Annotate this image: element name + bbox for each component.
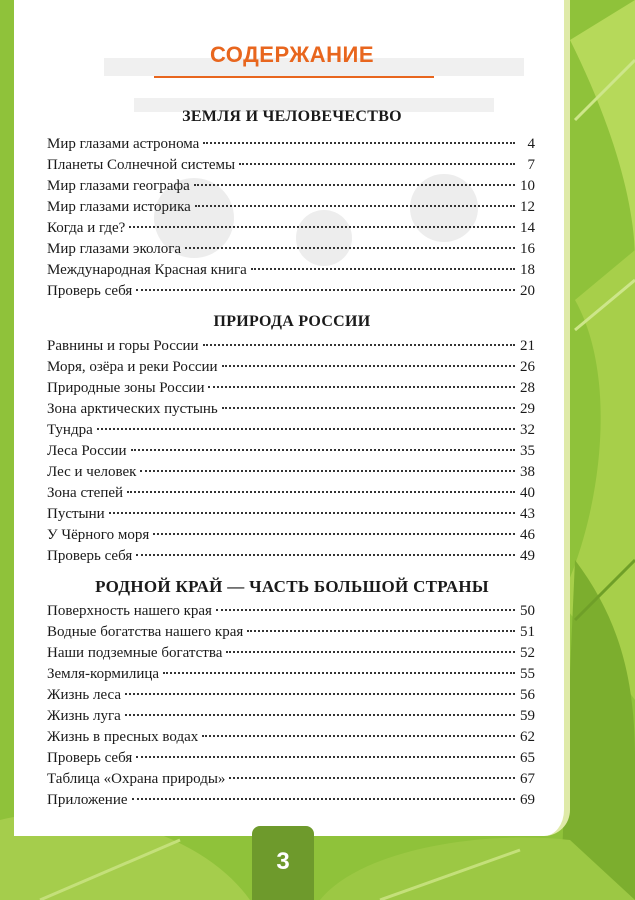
entry-page: 14 (520, 220, 535, 236)
leader-dots (194, 184, 515, 186)
entry-page: 67 (520, 771, 535, 787)
leader-dots (129, 226, 515, 228)
page-title: СОДЕРЖАНИЕ (209, 42, 375, 67)
entry-title: Проверь себя (47, 750, 133, 766)
leader-dots (195, 205, 515, 207)
toc-entry (47, 527, 535, 547)
leader-dots (251, 268, 515, 270)
leader-dots (136, 756, 515, 758)
entry-title: Лес и человек (47, 464, 137, 480)
toc-entry (47, 666, 535, 686)
entry-title: Мир глазами астронома (47, 136, 200, 152)
leader-dots (125, 693, 515, 695)
leader-dots (239, 163, 515, 165)
leader-dots (132, 798, 515, 800)
leader-dots (185, 247, 515, 249)
leader-dots (97, 428, 515, 430)
content-page (14, 0, 570, 836)
leader-dots (226, 651, 515, 653)
entry-page: 18 (520, 262, 535, 278)
leader-dots (153, 533, 515, 535)
toc-entry (47, 401, 535, 421)
entry-title: Таблица «Охрана природы» (47, 771, 226, 787)
toc-entry (47, 443, 535, 463)
entry-page: 26 (520, 359, 535, 375)
leader-dots (140, 470, 515, 472)
entry-title: Тундра (47, 422, 93, 438)
entry-page: 51 (520, 624, 535, 640)
entry-title: Моря, озёра и реки России (47, 359, 218, 375)
toc-entry (47, 687, 535, 707)
toc-entry (47, 548, 535, 568)
entry-title: Зона степей (47, 485, 124, 501)
entry-page: 52 (520, 645, 535, 661)
entry-page: 29 (520, 401, 535, 417)
entry-page: 46 (520, 527, 535, 543)
entry-page: 28 (520, 380, 535, 396)
toc-entry (47, 262, 535, 282)
title-underline (154, 76, 434, 78)
entry-page: 38 (520, 464, 535, 480)
leader-dots (208, 386, 515, 388)
toc-entry (47, 624, 535, 644)
toc-entry (47, 506, 535, 526)
entry-page: 10 (520, 178, 535, 194)
entry-title: Поверхность нашего края (47, 603, 212, 619)
entry-title: Наши подземные богатства (47, 645, 223, 661)
leader-dots (131, 449, 515, 451)
entry-page: 55 (520, 666, 535, 682)
toc-entry (47, 136, 535, 156)
leader-dots (125, 714, 515, 716)
entry-title: Международная Красная книга (47, 262, 247, 278)
entry-page: 4 (527, 136, 535, 152)
toc-entry (47, 792, 535, 812)
entry-title: Леса России (47, 443, 127, 459)
page-number: 3 (276, 848, 290, 875)
leader-dots (203, 142, 515, 144)
toc-entry (47, 199, 535, 219)
toc-entry (47, 157, 535, 177)
leader-dots (222, 407, 515, 409)
entry-title: Пустыни (47, 506, 105, 522)
entry-page: 69 (520, 792, 535, 808)
toc-entry (47, 464, 535, 484)
leader-dots (202, 735, 515, 737)
entry-page: 43 (520, 506, 535, 522)
toc-entry (47, 380, 535, 400)
leader-dots (216, 609, 515, 611)
toc-entry (47, 178, 535, 198)
toc-entry (47, 338, 535, 358)
entry-title: Мир глазами эколога (47, 241, 182, 257)
entry-title: Жизнь леса (47, 687, 122, 703)
leader-dots (247, 630, 515, 632)
entry-title: Равнины и горы России (47, 338, 199, 354)
toc-entry (47, 241, 535, 261)
entry-page: 59 (520, 708, 535, 724)
entry-title: Земля-кормилица (47, 666, 160, 682)
section-heading-native-land: РОДНОЙ КРАЙ — ЧАСТЬ БОЛЬШОЙ СТРАНЫ (95, 577, 489, 596)
leader-dots (203, 344, 515, 346)
entry-title: Мир глазами историка (47, 199, 191, 215)
toc-entry (47, 645, 535, 665)
entry-title: Мир глазами географа (47, 178, 190, 194)
entry-page: 16 (520, 241, 535, 257)
toc-entry (47, 422, 535, 442)
section-heading-russia-nature: ПРИРОДА РОССИИ (213, 313, 371, 330)
leader-dots (222, 365, 515, 367)
entry-title: Водные богатства нашего края (47, 624, 244, 640)
leader-dots (109, 512, 515, 514)
entry-page: 35 (520, 443, 535, 459)
toc-entry (47, 603, 535, 623)
toc-entry (47, 750, 535, 770)
entry-title: Когда и где? (47, 220, 126, 236)
toc-entry (47, 708, 535, 728)
toc-entry (47, 771, 535, 791)
entry-page: 65 (520, 750, 535, 766)
toc-entry (47, 485, 535, 505)
entry-title: Планеты Солнечной системы (47, 157, 236, 173)
entry-page: 32 (520, 422, 535, 438)
entry-page: 49 (520, 548, 535, 564)
entry-page: 7 (527, 157, 535, 173)
entry-page: 50 (520, 603, 535, 619)
entry-title: Жизнь луга (47, 708, 121, 724)
entry-page: 56 (520, 687, 535, 703)
entry-page: 40 (520, 485, 535, 501)
leader-dots (163, 672, 515, 674)
leader-dots (136, 289, 515, 291)
toc-entry (47, 283, 535, 303)
toc-entry (47, 220, 535, 240)
entry-page: 20 (520, 283, 535, 299)
entry-title: У Чёрного моря (47, 527, 150, 543)
entry-title: Проверь себя (47, 548, 133, 564)
leader-dots (136, 554, 515, 556)
section-heading-earth: ЗЕМЛЯ И ЧЕЛОВЕЧЕСТВО (182, 108, 402, 125)
entry-page: 21 (520, 338, 535, 354)
entry-title: Жизнь в пресных водах (47, 729, 199, 745)
page-number-tab (252, 826, 314, 900)
entry-title: Приложение (47, 792, 128, 808)
entry-title: Проверь себя (47, 283, 133, 299)
entry-title: Природные зоны России (47, 380, 205, 396)
entry-page: 62 (520, 729, 535, 745)
toc-entry (47, 359, 535, 379)
toc-entry (47, 729, 535, 749)
leader-dots (127, 491, 515, 493)
entry-title: Зона арктических пустынь (47, 401, 218, 417)
leader-dots (229, 777, 515, 779)
entry-page: 12 (520, 199, 535, 215)
